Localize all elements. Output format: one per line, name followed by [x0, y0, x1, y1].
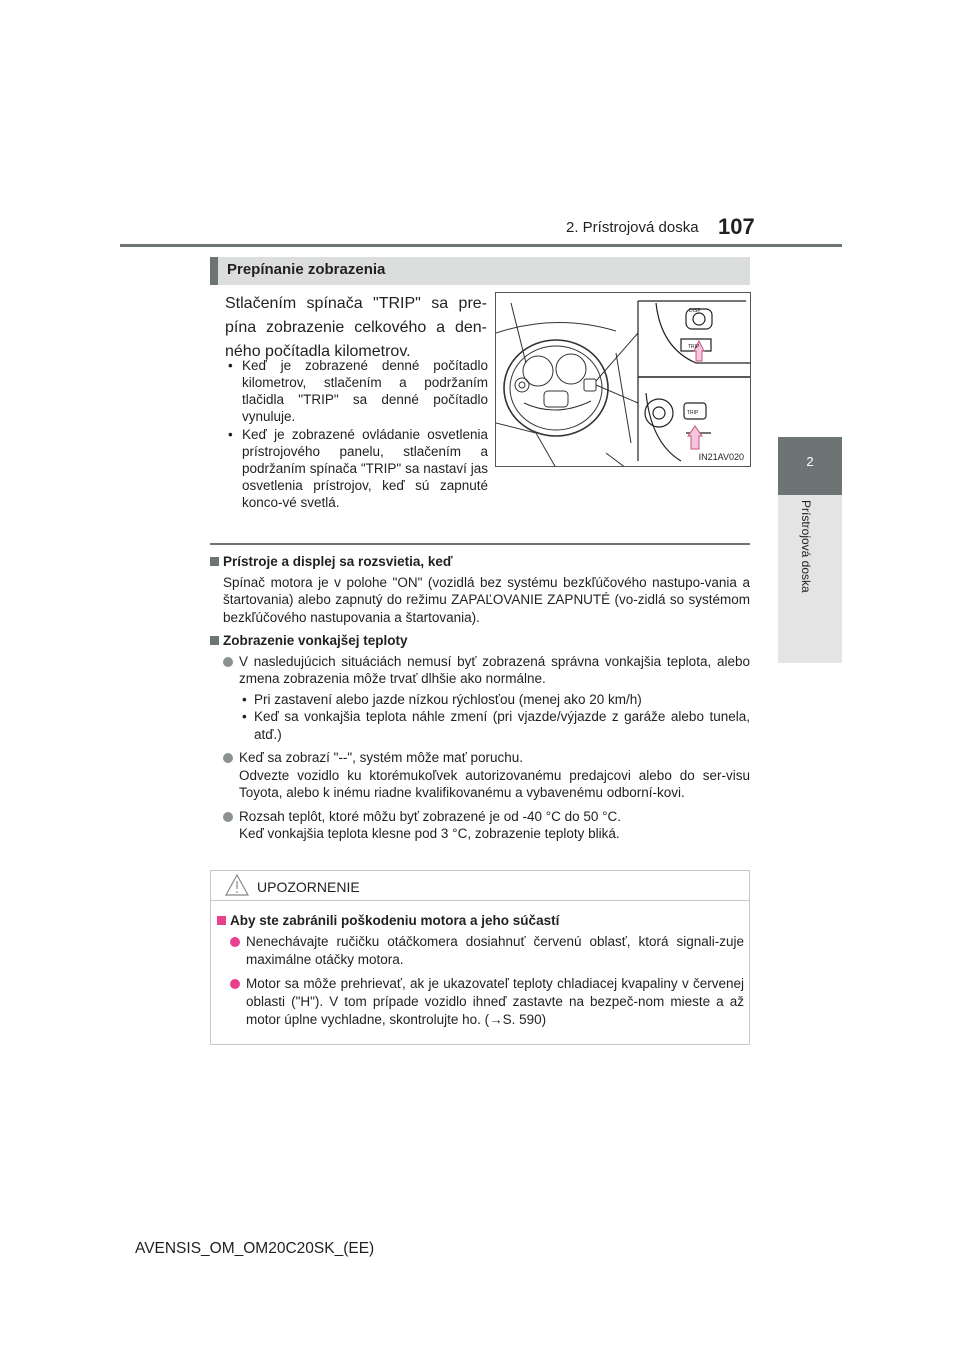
bullet-item: • Keď je zobrazené denné počítadlo kilometrov, stlačením a podržaním tlačidla "TRIP" sa denné počítadlo vynuluje. [228, 358, 488, 424]
warning-triangle-icon [225, 874, 249, 896]
circle-bullet-icon [230, 937, 240, 947]
chapter-title: 2. Prístrojová doska [566, 219, 699, 236]
warning-header [211, 871, 749, 901]
warning-label: UPOZORNENIE [257, 879, 360, 895]
section-intro: Stlačením spínača "TRIP" sa pre-pína zobrazenie celkového a den-ného počítadla kilometrov. [225, 295, 487, 360]
section-title: Prepínanie zobrazenia [227, 261, 386, 278]
sub-bullet: • Keď sa vonkajšia teplota náhle zmení (pri vjazde/výjazde z garáže alebo tunela, atď.) [242, 709, 750, 742]
warning-item: Motor sa môže prehrievať, ak je ukazovateľ teploty chladiacej kvapaliny v červenej oblasti ("H"). V tom prípade vozidlo ihneď zastavte na bezpeč-nom mieste a až motor úplne vychladne, skontrolujte ho. (→S. 590) [217, 975, 744, 1029]
trip-label-upper: TRIP [688, 344, 700, 350]
note-heading: Zobrazenie vonkajšej teploty [210, 632, 750, 650]
circle-item: Keď sa zobrazí "--", systém môže mať poruchu. Odvezte vozidlo ku ktorémukoľvek autorizovanému predajcovi alebo do ser-visu Toyota, alebo k inému riadne kvalifikovanému a vybavenému odborní-kovi. [210, 749, 750, 802]
circle-item: Rozsah teplôt, ktoré môžu byť zobrazené je od -40 °C do 50 °C. Keď vonkajšia teplota klesne pod 3 °C, zobrazenie teploty bliká. [210, 808, 750, 843]
warning-item: Nenechávajte ručičku otáčkomera dosiahnuť červenú oblasť, ktorá signali-zuje maximálne otáčky motora. [217, 933, 744, 969]
sub-bullet: • Pri zastavení alebo jazde nízkou rýchlosťou (menej ako 20 km/h) [242, 691, 642, 707]
square-bullet-icon [210, 557, 219, 566]
note-paragraph: Spínač motora je v polohe "ON" (vozidlá bez systému bezkľúčového nastupo-vania a štartovania) alebo zapnutý do režimu ZAPAĽOVANIE ZAPNUTÉ (vo-zidlá so systémom bezkľúčového nastupovania a štartovania). [223, 574, 750, 625]
notes-body [210, 553, 750, 849]
steering-wheel-drawing [496, 293, 751, 467]
warning-box [210, 870, 750, 1045]
section-divider [210, 543, 750, 545]
side-tab-number: 2 [806, 454, 814, 469]
bullet-item: • Keď je zobrazené ovládanie osvetlenia prístrojového panelu, stlačením a podržaním spínača "TRIP" sa nastaví jas osvetlenia prístrojov, keď sú zapnuté konco-vé svetlá. [228, 427, 488, 510]
warning-body [217, 912, 744, 1035]
document-code: AVENSIS_OM_OM20C20SK_(EE) [135, 1240, 375, 1257]
section-header-bar [210, 257, 218, 285]
side-tab-label: Prístrojová doska [799, 500, 813, 593]
section-bullets [228, 357, 488, 512]
circle-bullet-icon [223, 812, 233, 822]
circle-bullet-icon [223, 753, 233, 763]
disp-label: DISP [689, 308, 701, 314]
trip-label-lower: TRIP [687, 410, 699, 416]
square-bullet-icon [210, 636, 219, 645]
steering-wheel-illustration [495, 292, 751, 467]
warning-heading: Aby ste zabránili poškodeniu motora a jeho súčastí [217, 912, 744, 930]
header-rule [120, 244, 842, 247]
circle-item: V nasledujúcich situáciách nemusí byť zobrazená správna vonkajšia teplota, alebo zmena zobrazenia môže trvať dlhšie ako normálne. • Pri zastavení alebo jazde nízkou rýchlosťou (menej ako 20 km/h) • Keď sa vonkajšia teplota náhle zmení (pri vjazde/výjazde z garáže alebo tunela, atď.) [210, 653, 750, 744]
square-bullet-icon [217, 916, 226, 925]
circle-bullet-icon [223, 657, 233, 667]
circle-bullet-icon [230, 979, 240, 989]
note-heading: Prístroje a displej sa rozsvietia, keď [210, 553, 750, 571]
section-header [210, 257, 750, 285]
figure-id: IN21AV020 [698, 452, 744, 462]
page-number: 107 [718, 214, 755, 239]
